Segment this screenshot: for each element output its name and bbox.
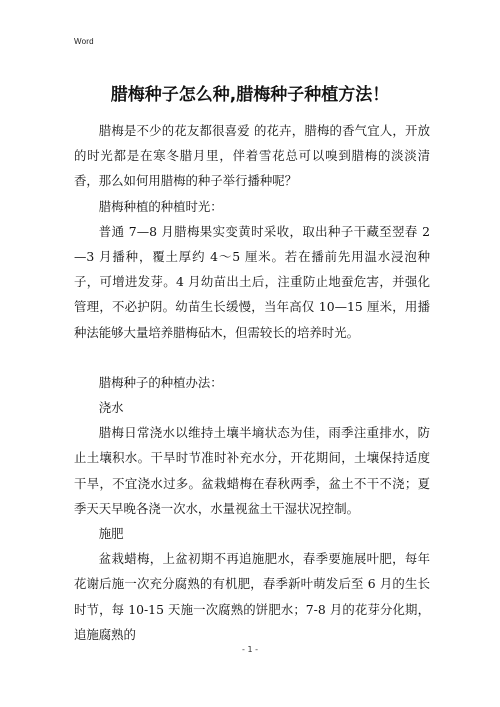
header-label: Word	[74, 37, 94, 46]
subheading-watering: 浇水	[98, 400, 124, 416]
blank-line	[74, 345, 430, 370]
paragraph-watering: 腊梅日常浇水以维持土壤半墒状态为佳，雨季注重排水，防止土壤积水。干旱时节准时补充水分，开花期间，土壤保持适度干旱，不宜浇水过多。盆栽蜡梅在春秋两季，盆土不干不浇；夏季天天早晚各浇一次水，水量视盆土干湿状况控制。	[74, 425, 430, 516]
paragraph-fertilizing: 盆栽蜡梅，上盆初期不再追施肥水，春季要施展叶肥，每年花谢后施一次充分腐熟的有机肥，春季新叶萌发后至 6 月的生长时节，每 10-15 天施一次腐熟的饼肥水；7-8 月的花芽分化期，追施腐熟的	[74, 551, 430, 642]
subheading-fertilizing: 施肥	[98, 526, 124, 542]
paragraph-intro: 腊梅是不少的花友都很喜爱 的花卉，腊梅的香气宜人，开放的时光都是在寒冬腊月里，伴着雪花总可以嗅到腊梅的淡淡清香，那么如何用腊梅的种子举行播种呢？	[74, 123, 430, 189]
section-heading-planting-time: 腊梅种植的种植时光：	[98, 198, 223, 214]
paragraph-planting-time: 普通 7—8 月腊梅果实变黄时采收，取出种子干藏至翌春 2—3 月播种，覆土厚约 4～5 厘米。若在播前先用温水浸泡种子，可增进发芽。4 月幼苗出土后，注重防止地蚕危害，并强化管理，不必护阴。幼苗生长缓慢，当年高仅 10—15 厘米，用播种法能够大量培养腊梅砧木，但需较长的培养时光。	[74, 223, 430, 340]
document-title: 腊梅种子怎么种,腊梅种子种植方法！	[110, 85, 390, 105]
document-body	[74, 118, 430, 647]
page-number: - 1 -	[242, 645, 258, 654]
section-heading-planting-method: 腊梅种子的种植办法：	[98, 374, 223, 390]
